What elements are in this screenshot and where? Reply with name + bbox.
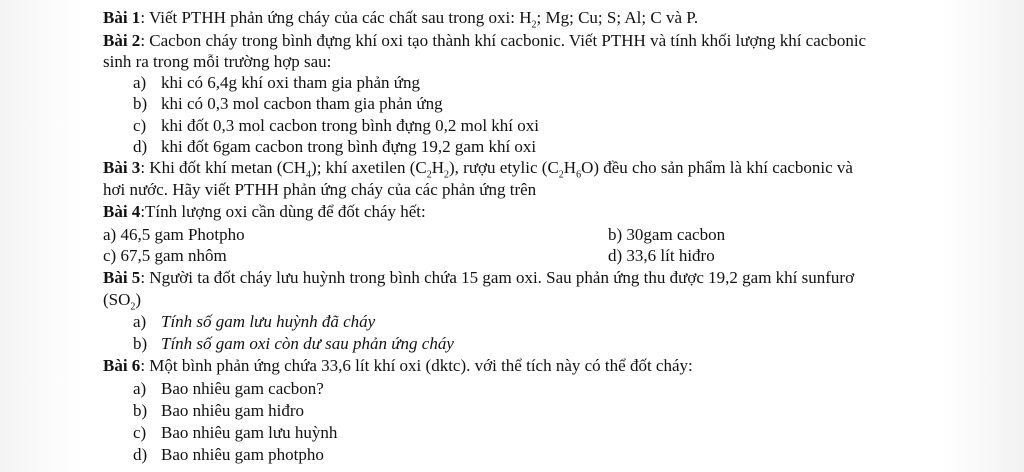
- bai2-item-b-letter: b): [133, 94, 148, 113]
- bai1-label: Bài 1: [103, 8, 141, 27]
- bai2-item-c: [133, 116, 1024, 136]
- bai1-text-a: : Viết PTHH phản ứng cháy của các chất sau trong oxi: H: [140, 8, 532, 27]
- bai3-s3: 2: [444, 169, 449, 181]
- bai4-c: c) 67,5 gam nhôm: [103, 246, 227, 265]
- bai2-label: Bài 2: [103, 31, 141, 50]
- bai6-item-c-letter: c): [133, 423, 147, 442]
- bai5-so2-a: (SO: [103, 290, 131, 309]
- bai6-item-d-letter: d): [133, 445, 148, 464]
- bai3-p3: H: [431, 158, 444, 177]
- bai1-line: [103, 8, 1024, 31]
- bai4-d: d) 33,6 lít hiđro: [608, 246, 715, 265]
- bai6-item-b-text: Bao nhiêu gam hiđro: [161, 401, 305, 420]
- bai4-label: Bài 4: [103, 202, 141, 221]
- bai4-row1: [103, 225, 1024, 245]
- bai3-p4: ), rượu etylic (C: [449, 158, 559, 177]
- bai5-item-a-letter: a): [133, 312, 147, 331]
- bai6-line1: [103, 356, 1024, 376]
- bai5-label: Bài 5: [103, 268, 141, 287]
- bai6-item-a: [133, 379, 1024, 399]
- bai6-item-a-letter: a): [133, 379, 147, 398]
- bai5-line2: [103, 290, 1024, 313]
- bai6-item-a-text: Bao nhiêu gam cacbon?: [161, 379, 324, 398]
- bai2-item-d-text: khi đốt 6gam cacbon trong bình đựng 19,2 gam khí oxi: [161, 137, 537, 156]
- bai6-item-c: [133, 423, 1024, 443]
- bai1-sub-h: 2: [531, 19, 537, 31]
- bai2-text2: sinh ra trong mỗi trường hợp sau:: [103, 52, 332, 71]
- bai2-item-d-letter: d): [133, 137, 148, 156]
- bai4-a: a) 46,5 gam Photpho: [103, 225, 245, 244]
- bai5-item-a: [133, 312, 1024, 332]
- bai5-line1: [103, 268, 1024, 288]
- bai6-item-b-letter: b): [133, 401, 148, 420]
- bai5-item-b: [133, 334, 1024, 354]
- bai6-label: Bài 6: [103, 356, 141, 375]
- bai2-item-b-text: khi có 0,3 mol cacbon tham gia phản ứng: [161, 94, 443, 113]
- bai3-s1: 4: [306, 169, 312, 181]
- bai4-row2: [103, 246, 1024, 266]
- bai4-b: b) 30gam cacbon: [608, 225, 726, 244]
- bai5-text: : Người ta đốt cháy lưu huỳnh trong bình chứa 15 gam oxi. Sau phản ứng thu được 19,2 gam khí sunfurơ: [140, 268, 855, 287]
- bai2-item-a-text: khi có 6,4g khí oxi tham gia phản ứng: [161, 73, 420, 92]
- bai5-item-a-text: Tính số gam lưu huỳnh đã cháy: [161, 312, 376, 331]
- bai3-p6: O) đều cho sản phẩm là khí cacbonic và: [581, 158, 853, 177]
- bai6-item-b: [133, 401, 1024, 421]
- bai2-line1: [103, 31, 1024, 51]
- bai3-line1: [103, 158, 1024, 181]
- bai3-p1: : Khi đốt khí metan (CH: [140, 158, 307, 177]
- bai3-line2: [103, 180, 1024, 200]
- bai6-item-c-text: Bao nhiêu gam lưu huỳnh: [161, 423, 338, 442]
- bai1-text-b: ; Mg; Cu; S; Al; C và P.: [536, 8, 699, 27]
- bai4-line1: [103, 202, 1024, 222]
- bai6-item-d: [133, 445, 1024, 465]
- bai2-text1: : Cacbon cháy trong bình đựng khí oxi tạo thành khí cacbonic. Viết PTHH và tính khối lượng khí cacbonic: [140, 31, 867, 50]
- bai3-p5: H: [563, 158, 577, 177]
- bai2-item-d: [133, 137, 1024, 157]
- bai3-s2: 2: [426, 169, 432, 181]
- bai2-item-b: [133, 94, 1024, 114]
- bai2-item-a-letter: a): [133, 73, 147, 92]
- bai2-item-a: [133, 73, 1024, 93]
- bai3-s4: 2: [558, 169, 564, 181]
- bai3-line2-text: hơi nước. Hãy viết PTHH phản ứng cháy của các phản ứng trên: [103, 180, 537, 199]
- bai3-p2: ); khí axetilen (C: [311, 158, 427, 177]
- bai6-item-d-text: Bao nhiêu gam photpho: [161, 445, 324, 464]
- bai2-item-c-letter: c): [133, 116, 147, 135]
- bai2-item-c-text: khi đốt 0,3 mol cacbon trong bình đựng 0,2 mol khí oxi: [161, 116, 539, 135]
- bai5-so2-b: ): [135, 290, 142, 309]
- bai2-line2: [103, 52, 1024, 72]
- bai6-text: : Một bình phản ứng chứa 33,6 lít khí oxi (dktc). với thể tích này có thể đốt cháy:: [140, 356, 693, 375]
- bai3-label: Bài 3: [103, 158, 141, 177]
- bai5-so2-sub: 2: [130, 301, 136, 313]
- bai4-text: :Tính lượng oxi cần dùng để đốt cháy hết:: [140, 202, 426, 221]
- bai3-s5: 6: [576, 169, 582, 181]
- bai5-item-b-text: Tính số gam oxi còn dư sau phản ứng cháy: [161, 334, 454, 353]
- bai5-item-b-letter: b): [133, 334, 148, 353]
